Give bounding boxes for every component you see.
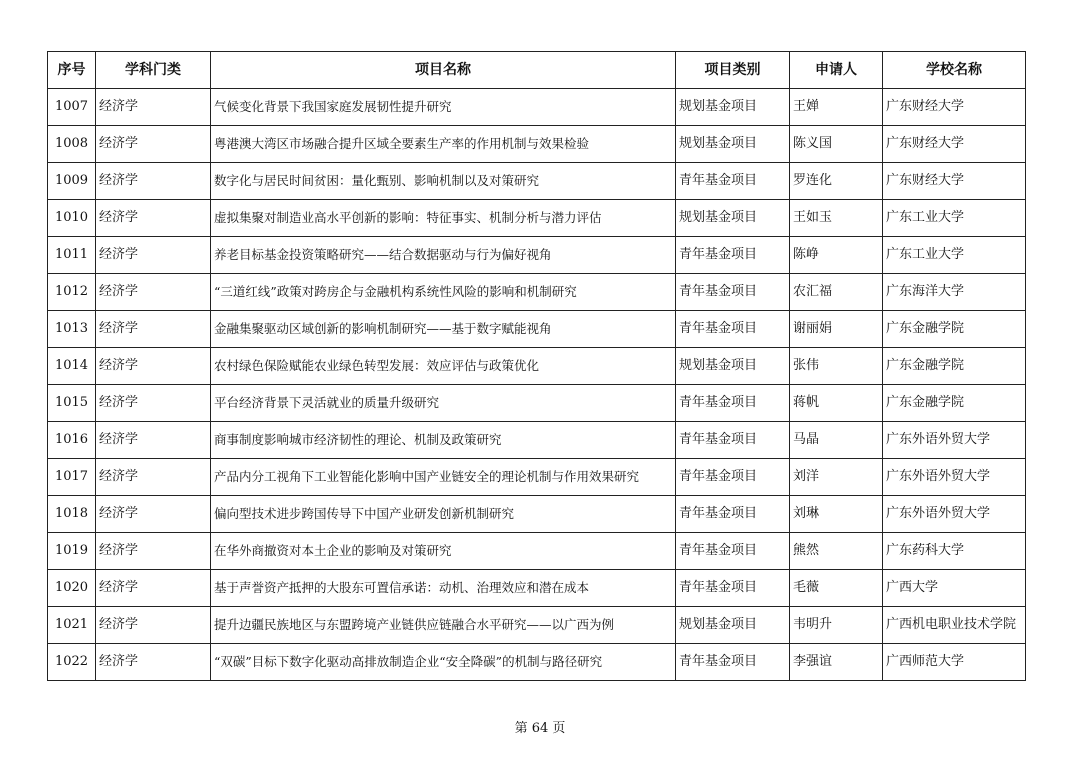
cell-project-name: 气候变化背景下我国家庭发展韧性提升研究	[211, 89, 676, 126]
cell-applicant: 李强谊	[790, 644, 883, 681]
cell-applicant: 罗连化	[790, 163, 883, 200]
cell-project-category: 青年基金项目	[676, 533, 790, 570]
table-row	[48, 570, 1026, 607]
cell-school-name: 广东外语外贸大学	[883, 496, 1026, 533]
cell-project-category: 规划基金项目	[676, 89, 790, 126]
table-row	[48, 348, 1026, 385]
cell-discipline: 经济学	[96, 459, 211, 496]
cell-project-category: 青年基金项目	[676, 311, 790, 348]
cell-school-name: 广东工业大学	[883, 237, 1026, 274]
cell-discipline: 经济学	[96, 385, 211, 422]
table-body	[48, 89, 1026, 681]
cell-project-category: 规划基金项目	[676, 200, 790, 237]
cell-project-category: 规划基金项目	[676, 607, 790, 644]
cell-project-name: 基于声誉资产抵押的大股东可置信承诺：动机、治理效应和潜在成本	[211, 570, 676, 607]
header-project-name: 项目名称	[211, 52, 676, 89]
cell-discipline: 经济学	[96, 644, 211, 681]
table-row	[48, 274, 1026, 311]
cell-project-name: 偏向型技术进步跨国传导下中国产业研发创新机制研究	[211, 496, 676, 533]
cell-school-name: 广东工业大学	[883, 200, 1026, 237]
cell-project-name: “双碳”目标下数字化驱动高排放制造企业“安全降碳”的机制与路径研究	[211, 644, 676, 681]
cell-seq: 1020	[48, 570, 96, 607]
cell-seq: 1009	[48, 163, 96, 200]
cell-school-name: 广西机电职业技术学院	[883, 607, 1026, 644]
cell-school-name: 广东外语外贸大学	[883, 422, 1026, 459]
cell-seq: 1021	[48, 607, 96, 644]
cell-school-name: 广东海洋大学	[883, 274, 1026, 311]
cell-project-category: 规划基金项目	[676, 348, 790, 385]
cell-project-name: “三道红线”政策对跨房企与金融机构系统性风险的影响和机制研究	[211, 274, 676, 311]
cell-applicant: 陈义国	[790, 126, 883, 163]
cell-seq: 1019	[48, 533, 96, 570]
cell-discipline: 经济学	[96, 570, 211, 607]
cell-project-category: 青年基金项目	[676, 163, 790, 200]
cell-applicant: 王婵	[790, 89, 883, 126]
cell-applicant: 王如玉	[790, 200, 883, 237]
cell-applicant: 张伟	[790, 348, 883, 385]
cell-school-name: 广东财经大学	[883, 163, 1026, 200]
cell-seq: 1015	[48, 385, 96, 422]
page-number: 第 64 页	[514, 721, 566, 736]
table-row	[48, 163, 1026, 200]
cell-school-name: 广东金融学院	[883, 348, 1026, 385]
cell-discipline: 经济学	[96, 496, 211, 533]
cell-school-name: 广东金融学院	[883, 311, 1026, 348]
cell-discipline: 经济学	[96, 163, 211, 200]
header-school-name: 学校名称	[883, 52, 1026, 89]
cell-project-category: 青年基金项目	[676, 385, 790, 422]
cell-project-name: 粤港澳大湾区市场融合提升区域全要素生产率的作用机制与效果检验	[211, 126, 676, 163]
table-row	[48, 89, 1026, 126]
cell-project-name: 在华外商撤资对本土企业的影响及对策研究	[211, 533, 676, 570]
cell-applicant: 蒋帆	[790, 385, 883, 422]
cell-applicant: 陈峥	[790, 237, 883, 274]
cell-discipline: 经济学	[96, 126, 211, 163]
cell-discipline: 经济学	[96, 348, 211, 385]
cell-project-category: 青年基金项目	[676, 496, 790, 533]
cell-project-name: 提升边疆民族地区与东盟跨境产业链供应链融合水平研究——以广西为例	[211, 607, 676, 644]
cell-project-category: 青年基金项目	[676, 570, 790, 607]
cell-project-name: 数字化与居民时间贫困：量化甄别、影响机制以及对策研究	[211, 163, 676, 200]
cell-project-name: 商事制度影响城市经济韧性的理论、机制及政策研究	[211, 422, 676, 459]
cell-school-name: 广东金融学院	[883, 385, 1026, 422]
project-table	[47, 51, 1026, 681]
cell-seq: 1008	[48, 126, 96, 163]
cell-project-category: 青年基金项目	[676, 459, 790, 496]
cell-applicant: 农汇福	[790, 274, 883, 311]
cell-seq: 1013	[48, 311, 96, 348]
cell-school-name: 广东财经大学	[883, 126, 1026, 163]
cell-school-name: 广东药科大学	[883, 533, 1026, 570]
cell-discipline: 经济学	[96, 311, 211, 348]
header-applicant: 申请人	[790, 52, 883, 89]
cell-applicant: 韦明升	[790, 607, 883, 644]
cell-seq: 1022	[48, 644, 96, 681]
cell-discipline: 经济学	[96, 200, 211, 237]
cell-school-name: 广西师范大学	[883, 644, 1026, 681]
cell-project-name: 农村绿色保险赋能农业绿色转型发展：效应评估与政策优化	[211, 348, 676, 385]
cell-discipline: 经济学	[96, 89, 211, 126]
table-row	[48, 459, 1026, 496]
cell-discipline: 经济学	[96, 274, 211, 311]
cell-discipline: 经济学	[96, 422, 211, 459]
cell-project-name: 产品内分工视角下工业智能化影响中国产业链安全的理论机制与作用效果研究	[211, 459, 676, 496]
cell-seq: 1018	[48, 496, 96, 533]
table-row	[48, 200, 1026, 237]
table-row	[48, 496, 1026, 533]
cell-seq: 1011	[48, 237, 96, 274]
cell-project-category: 青年基金项目	[676, 422, 790, 459]
cell-project-name: 平台经济背景下灵活就业的质量升级研究	[211, 385, 676, 422]
cell-applicant: 熊然	[790, 533, 883, 570]
header-project-category: 项目类别	[676, 52, 790, 89]
cell-applicant: 刘洋	[790, 459, 883, 496]
table-row	[48, 385, 1026, 422]
table-row	[48, 644, 1026, 681]
cell-applicant: 毛薇	[790, 570, 883, 607]
cell-project-category: 规划基金项目	[676, 126, 790, 163]
header-discipline: 学科门类	[96, 52, 211, 89]
cell-project-name: 虚拟集聚对制造业高水平创新的影响：特征事实、机制分析与潜力评估	[211, 200, 676, 237]
cell-seq: 1014	[48, 348, 96, 385]
cell-discipline: 经济学	[96, 607, 211, 644]
table-row	[48, 607, 1026, 644]
table-row	[48, 422, 1026, 459]
cell-school-name: 广东外语外贸大学	[883, 459, 1026, 496]
cell-seq: 1017	[48, 459, 96, 496]
header-seq: 序号	[48, 52, 96, 89]
cell-discipline: 经济学	[96, 237, 211, 274]
cell-project-category: 青年基金项目	[676, 237, 790, 274]
table-header-row	[48, 52, 1026, 89]
cell-applicant: 谢丽娟	[790, 311, 883, 348]
table-row	[48, 533, 1026, 570]
cell-seq: 1012	[48, 274, 96, 311]
cell-school-name: 广东财经大学	[883, 89, 1026, 126]
cell-seq: 1007	[48, 89, 96, 126]
cell-project-name: 养老目标基金投资策略研究——结合数据驱动与行为偏好视角	[211, 237, 676, 274]
cell-discipline: 经济学	[96, 533, 211, 570]
cell-school-name: 广西大学	[883, 570, 1026, 607]
cell-project-name: 金融集聚驱动区域创新的影响机制研究——基于数字赋能视角	[211, 311, 676, 348]
table-row	[48, 126, 1026, 163]
cell-applicant: 马晶	[790, 422, 883, 459]
cell-seq: 1010	[48, 200, 96, 237]
table-row	[48, 311, 1026, 348]
table-row	[48, 237, 1026, 274]
cell-project-category: 青年基金项目	[676, 274, 790, 311]
cell-applicant: 刘琳	[790, 496, 883, 533]
cell-project-category: 青年基金项目	[676, 644, 790, 681]
cell-seq: 1016	[48, 422, 96, 459]
